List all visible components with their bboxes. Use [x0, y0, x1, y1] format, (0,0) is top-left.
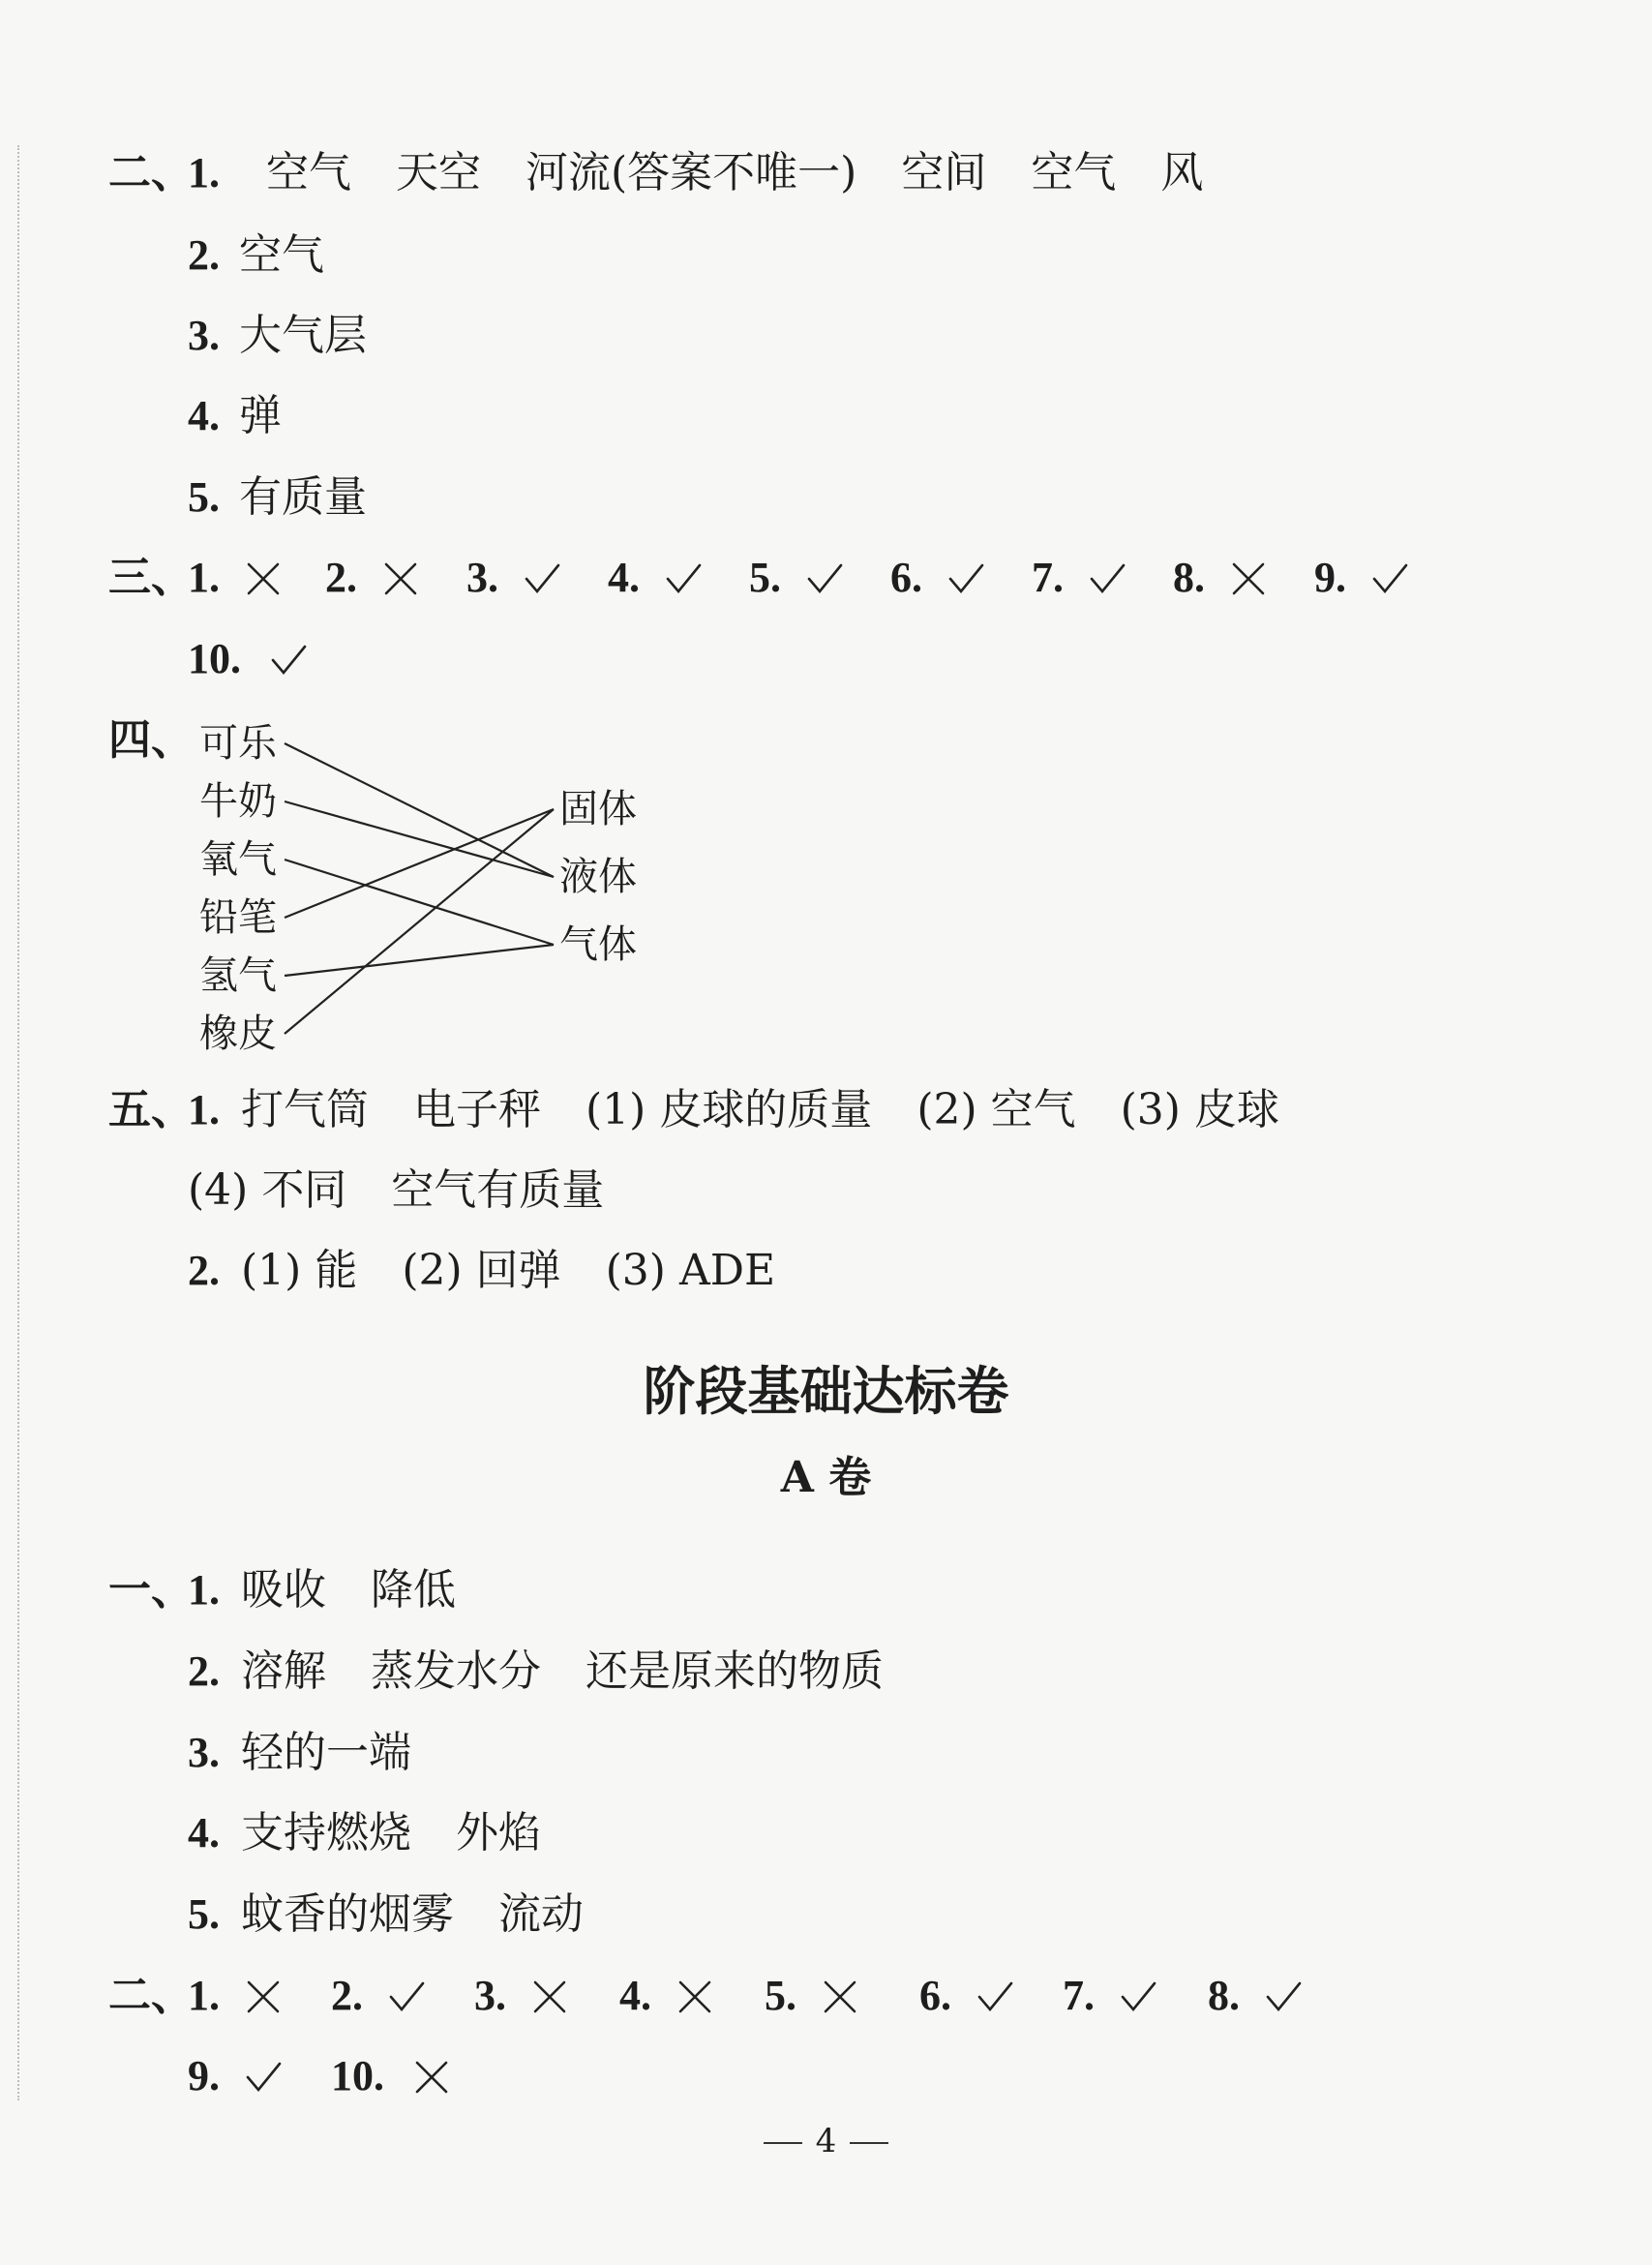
answer-text: 轻的一端: [241, 1728, 411, 1777]
question-number: 1.: [188, 1566, 220, 1614]
match-line: [285, 945, 554, 976]
question-number: 1.: [188, 1086, 220, 1133]
answer-text: (3) 皮球: [1120, 1085, 1279, 1134]
match-right-item: 气体: [559, 922, 637, 967]
question-number: 10.: [188, 635, 241, 682]
answer-text: 吸收: [241, 1565, 326, 1615]
question-number: 9.: [1314, 554, 1346, 601]
answer-line: [188, 310, 367, 362]
answer-text: 流动: [498, 1889, 584, 1939]
question-number: 5.: [765, 1972, 796, 2019]
match-line: [285, 809, 554, 1034]
cross-mark-icon: [244, 559, 283, 598]
answer-text: 弹: [239, 391, 282, 440]
answer-text: 空间: [901, 148, 987, 197]
question-number: 1.: [188, 554, 220, 601]
check-mark-icon: [1264, 1978, 1303, 2016]
answer-text: 空气有质量: [391, 1165, 605, 1215]
answer-text: 打气筒: [241, 1085, 369, 1134]
answer-line: [188, 1807, 586, 1859]
match-right-item: 液体: [559, 855, 637, 899]
cross-mark-icon: [676, 1978, 714, 2016]
question-number: 2.: [331, 1972, 363, 2019]
answer-text: 大气层: [239, 311, 367, 360]
answer-line: [188, 1245, 820, 1297]
question-number: 1.: [188, 149, 220, 196]
check-mark-icon: [1088, 559, 1126, 598]
answer-line: [188, 471, 367, 524]
check-mark-icon: [269, 641, 308, 680]
check-mark-icon: [244, 2058, 283, 2097]
answer-text: 河流(答案不唯一): [526, 148, 857, 197]
answer-line: [188, 1888, 628, 1941]
question-number: 10.: [331, 2052, 384, 2099]
section-label: 三、: [108, 553, 194, 602]
page-subtitle: A 卷: [780, 1453, 872, 1502]
question-number: 5.: [749, 554, 781, 601]
answer-text: 蚊香的烟雾: [241, 1889, 454, 1939]
question-number: 6.: [919, 1972, 951, 2019]
check-mark-icon: [1370, 559, 1409, 598]
answer-text: (4) 不同: [188, 1165, 347, 1215]
answer-text: 外焰: [456, 1808, 541, 1857]
question-number: 9.: [188, 2052, 220, 2099]
answer-line: [188, 1727, 411, 1779]
question-number: 1.: [188, 1972, 220, 2019]
section-label: 五、: [108, 1085, 194, 1134]
cross-mark-icon: [412, 2058, 451, 2097]
margin-dotted-line: [17, 145, 19, 2100]
question-number: 4.: [188, 1809, 220, 1857]
page-title: 阶段基础达标卷: [643, 1360, 1009, 1422]
question-number: 7.: [1063, 1972, 1095, 2019]
answer-text: 支持燃烧: [241, 1808, 411, 1857]
match-line: [285, 743, 554, 877]
answer-text: 空气: [239, 230, 324, 280]
answer-line: [188, 1646, 928, 1698]
question-number: 8.: [1208, 1972, 1240, 2019]
check-mark-icon: [946, 559, 985, 598]
answer-text: (2) 空气: [916, 1085, 1076, 1134]
question-number: 4.: [619, 1972, 651, 2019]
answer-line: [188, 1084, 1324, 1136]
question-number: 2.: [188, 1247, 220, 1294]
answer-text: 天空: [396, 148, 481, 197]
question-number: 2.: [325, 554, 357, 601]
question-number: 4.: [608, 554, 640, 601]
question-number: 3.: [188, 312, 220, 359]
check-mark-icon: [1119, 1978, 1157, 2016]
match-right-item: 固体: [559, 787, 637, 831]
match-left-item: 橡皮: [199, 1012, 277, 1056]
page-number: [0, 2122, 1652, 2160]
question-number: 7.: [1032, 554, 1064, 601]
match-line: [285, 801, 554, 877]
answer-text: 溶解: [241, 1646, 326, 1696]
answer-text: 空气: [266, 148, 351, 197]
question-number: 3.: [466, 554, 498, 601]
section-label: 四、: [108, 715, 194, 765]
check-mark-icon: [805, 559, 844, 598]
section-label: 二、: [108, 1971, 194, 2020]
check-mark-icon: [976, 1978, 1014, 2016]
answer-line: [188, 1164, 648, 1217]
cross-mark-icon: [821, 1978, 859, 2016]
match-line: [285, 860, 554, 945]
section-label: 一、: [108, 1565, 194, 1615]
answer-line: [188, 229, 324, 282]
answer-text: 还是原来的物质: [586, 1646, 884, 1696]
match-line: [285, 809, 554, 918]
cross-mark-icon: [244, 1978, 283, 2016]
cross-mark-icon: [1229, 559, 1268, 598]
match-left-item: 氢气: [199, 953, 277, 998]
question-number: 2.: [188, 1647, 220, 1695]
answer-text: 蒸发水分: [371, 1646, 541, 1696]
answer-text: (1) 能: [241, 1246, 358, 1295]
answer-line: [188, 147, 1247, 199]
answer-text: 有质量: [239, 472, 367, 522]
question-number: 5.: [188, 1890, 220, 1938]
question-number: 6.: [890, 554, 922, 601]
answer-text: (3) ADE: [605, 1246, 776, 1295]
question-number: 2.: [188, 231, 220, 279]
check-mark-icon: [387, 1978, 426, 2016]
match-left-item: 牛奶: [199, 779, 277, 824]
cross-mark-icon: [530, 1978, 569, 2016]
answer-text: 风: [1160, 148, 1204, 197]
question-number: 3.: [188, 1729, 220, 1776]
section-label: 二、: [108, 148, 194, 197]
cross-mark-icon: [381, 559, 420, 598]
answer-text: 电子秤: [413, 1085, 541, 1134]
match-left-item: 氧气: [199, 837, 277, 882]
question-number: 8.: [1173, 554, 1205, 601]
question-number: 4.: [188, 392, 220, 439]
answer-text: 降低: [371, 1565, 456, 1615]
answer-line: [188, 1564, 500, 1616]
answer-text: 空气: [1031, 148, 1117, 197]
page-number-text: 4: [815, 2122, 837, 2160]
question-number: 3.: [474, 1972, 506, 2019]
answer-line: [188, 390, 282, 442]
match-left-item: 可乐: [199, 721, 277, 766]
check-mark-icon: [523, 559, 561, 598]
answer-text: (2) 回弹: [402, 1246, 561, 1295]
question-number: 5.: [188, 473, 220, 521]
match-left-item: 铅笔: [199, 895, 277, 940]
check-mark-icon: [664, 559, 703, 598]
answer-text: (1) 皮球的质量: [586, 1085, 873, 1134]
